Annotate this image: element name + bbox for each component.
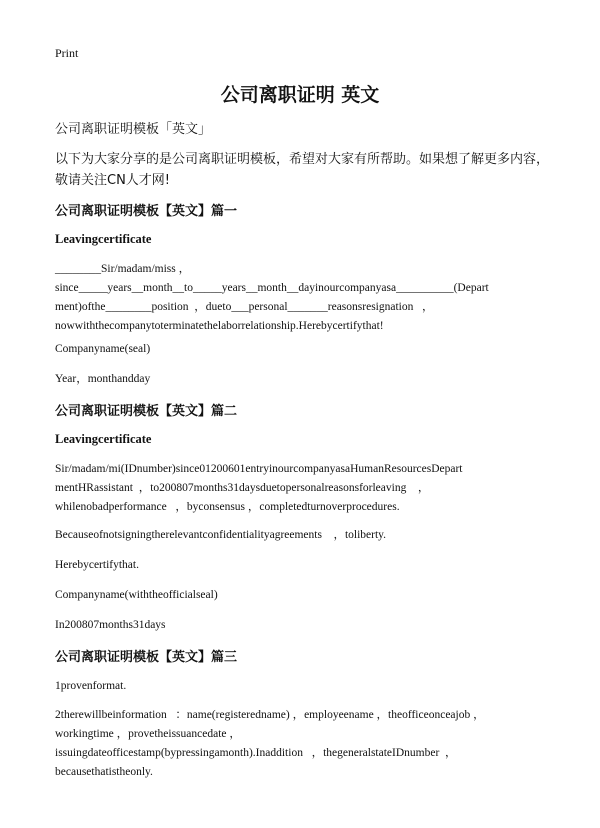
section-1-heading: 公司离职证明模板【英文】篇一 — [55, 204, 238, 219]
section-1-paragraph: Companyname(seal) — [55, 343, 151, 355]
section-2-subheading: Leavingcertificate — [55, 432, 152, 446]
section-2-paragraph: Sir/madam/mi(IDnumber)since01200601entryinourcompanyasaHumanResourcesDepart mentHRassistant ，to200807months31daysduetopersonalreasonsforleaving ， whilenobadperformance ，byconsensus ，completedturnoverprocedures. — [55, 463, 463, 513]
section-2-paragraph: Becauseofnotsigningtherelevantconfidentialityagreements ，toliberty. — [55, 529, 387, 541]
section-2-paragraph: Companyname(withtheofficialseal) — [55, 589, 218, 601]
document-subtitle: 公司离职证明模板「英文」 — [55, 122, 212, 137]
section-1-paragraph: ________Sir/madam/miss ， since_____years__month__to_____years__month__dayinourcompanyasa__________(Depart ment)ofthe________position ，dueto___personal_______reasonsresignation ， nowwiththecompanytoterminatethelaborrelationship.Herebycertifythat! — [55, 263, 489, 332]
section-2-paragraph: Herebycertifythat. — [55, 559, 139, 571]
section-2-heading: 公司离职证明模板【英文】篇二 — [55, 404, 238, 419]
section-3-heading: 公司离职证明模板【英文】篇三 — [55, 650, 238, 665]
print-label[interactable]: Print — [55, 46, 79, 60]
section-3-paragraph: 2therewillbeinformation ：name(registeredname) ，employeename ，theofficeonceajob ， workingtime ，provetheissuancedate ， issuingdateofficestamp(bypressingamonth).Inaddition ，thegeneralstateIDnumber ， becausethatistheonly. — [55, 709, 485, 778]
intro-paragraph: 以下为大家分享的是公司离职证明模板，希望对大家有所帮助。如果想了解更多内容，敬请关注CN人才网! — [55, 152, 550, 188]
page-title: 公司离职证明 英文 — [220, 84, 380, 106]
section-1-paragraph: Year，monthandday — [55, 373, 151, 385]
section-2-paragraph: In200807months31days — [55, 619, 166, 631]
section-3-paragraph: 1provenformat. — [55, 680, 127, 692]
section-1-subheading: Leavingcertificate — [55, 232, 152, 246]
